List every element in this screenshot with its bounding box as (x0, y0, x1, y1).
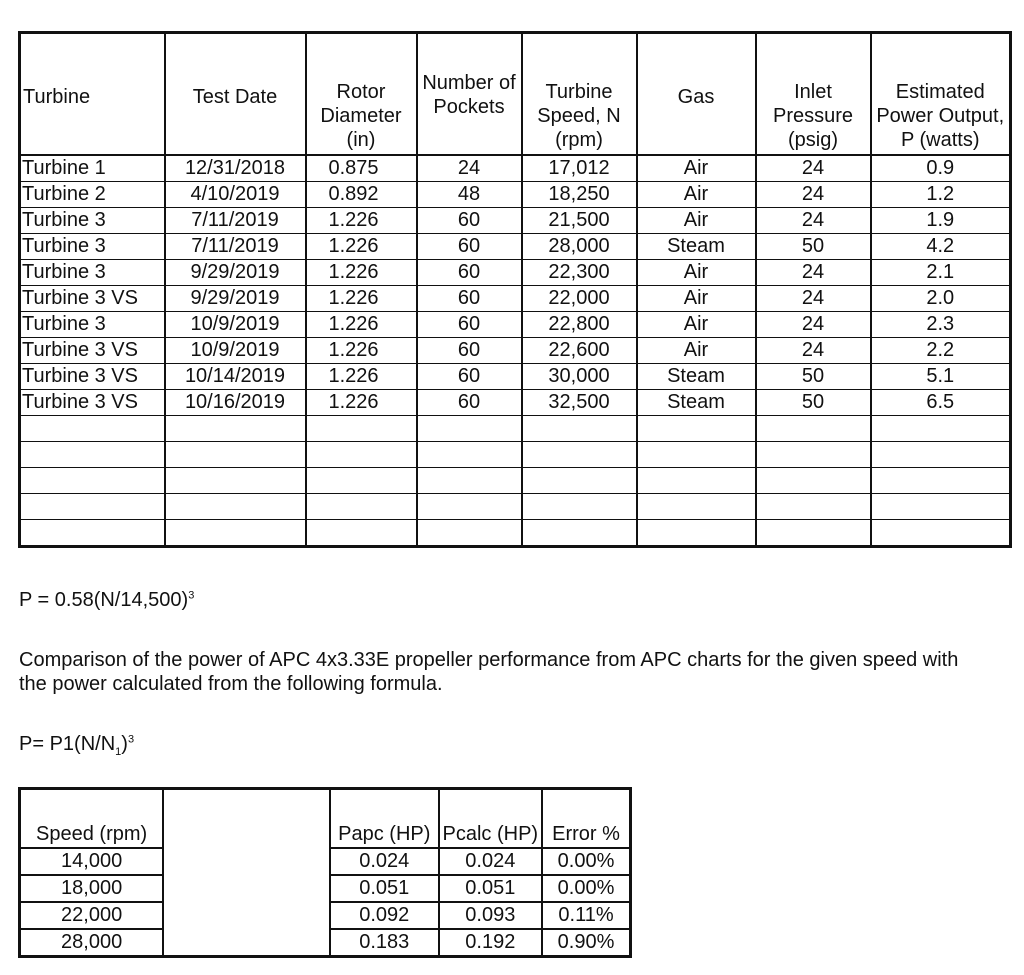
table-row (20, 875, 631, 902)
cell-error: 0.00% (542, 875, 630, 902)
cell-speed: 18,250 (522, 182, 637, 208)
header-rotor-diameter: Rotor Diameter (in) (306, 33, 417, 156)
empty-cell (306, 468, 417, 494)
empty-cell (417, 494, 522, 520)
empty-cell (522, 494, 637, 520)
empty-cell (756, 520, 871, 547)
cell-speed: 22,300 (522, 260, 637, 286)
cell-turbine: Turbine 3 VS (20, 390, 165, 416)
empty-cell (20, 468, 165, 494)
header-error: Error % (542, 789, 630, 849)
cell-speed: 28,000 (522, 234, 637, 260)
header-turbine: Turbine (20, 33, 165, 156)
cell-rotor-diameter: 1.226 (306, 390, 417, 416)
cell-gas: Air (637, 182, 756, 208)
table-row (20, 929, 631, 957)
table-row (20, 338, 1011, 364)
cell-pockets: 60 (417, 390, 522, 416)
cell-pcalc: 0.093 (439, 902, 543, 929)
header-turbine-speed: Turbine Speed, N (rpm) (522, 33, 637, 156)
scaling-formula (19, 732, 134, 756)
cell-inlet-pressure: 24 (756, 208, 871, 234)
power-formula-exponent: 3 (188, 589, 195, 602)
cell-rotor-diameter: 0.892 (306, 182, 417, 208)
cell-power-output: 2.0 (871, 286, 1011, 312)
cell-gas: Steam (637, 234, 756, 260)
table-row (20, 390, 1011, 416)
empty-cell (756, 468, 871, 494)
cell-pockets: 60 (417, 286, 522, 312)
cell-test-date: 10/9/2019 (165, 338, 306, 364)
cell-rotor-diameter: 1.226 (306, 260, 417, 286)
scaling-formula-exponent: 3 (127, 733, 135, 746)
empty-cell (871, 468, 1011, 494)
cell-pockets: 24 (417, 155, 522, 182)
cell-gas: Air (637, 338, 756, 364)
cell-power-output: 5.1 (871, 364, 1011, 390)
empty-cell (20, 442, 165, 468)
cell-error: 0.00% (542, 848, 630, 875)
cell-rotor-diameter: 1.226 (306, 286, 417, 312)
empty-row (20, 416, 1011, 442)
empty-row (20, 442, 1011, 468)
cell-turbine: Turbine 3 VS (20, 338, 165, 364)
cell-error: 0.90% (542, 929, 630, 957)
cell-rotor-diameter: 1.226 (306, 312, 417, 338)
cell-speed: 28,000 (20, 929, 164, 957)
scaling-formula-prefix: P= P1(N/N (19, 733, 116, 755)
header-row (20, 33, 1011, 156)
empty-cell (20, 520, 165, 547)
empty-cell (637, 520, 756, 547)
cell-pockets: 60 (417, 234, 522, 260)
cell-papc: 0.051 (330, 875, 439, 902)
header-number-of-pockets: Number of Pockets (417, 33, 522, 156)
cell-power-output: 1.9 (871, 208, 1011, 234)
cell-pcalc: 0.192 (439, 929, 543, 957)
table-row (20, 364, 1011, 390)
scaling-formula-suffix: ) (121, 733, 128, 755)
cell-inlet-pressure: 24 (756, 312, 871, 338)
table-row (20, 234, 1011, 260)
cell-gas: Air (637, 155, 756, 182)
empty-cell (20, 494, 165, 520)
cell-power-output: 2.2 (871, 338, 1011, 364)
cell-speed: 32,500 (522, 390, 637, 416)
cell-pockets: 60 (417, 208, 522, 234)
cell-inlet-pressure: 24 (756, 286, 871, 312)
cell-papc: 0.024 (330, 848, 439, 875)
cell-test-date: 10/9/2019 (165, 312, 306, 338)
cell-test-date: 10/14/2019 (165, 364, 306, 390)
empty-cell (20, 416, 165, 442)
empty-row (20, 468, 1011, 494)
empty-cell (637, 468, 756, 494)
cell-test-date: 9/29/2019 (165, 260, 306, 286)
empty-cell (165, 468, 306, 494)
empty-cell (871, 494, 1011, 520)
empty-cell (165, 520, 306, 547)
cell-speed: 14,000 (20, 848, 164, 875)
cell-turbine: Turbine 2 (20, 182, 165, 208)
cell-pockets: 60 (417, 364, 522, 390)
empty-cell (522, 416, 637, 442)
empty-cell (637, 494, 756, 520)
cell-turbine: Turbine 3 (20, 208, 165, 234)
cell-speed: 17,012 (522, 155, 637, 182)
header-papc: Papc (HP) (330, 789, 439, 849)
cell-test-date: 7/11/2019 (165, 208, 306, 234)
power-formula-base: P = 0.58(N/14,500) (19, 589, 189, 611)
cell-blank (163, 902, 330, 929)
cell-pockets: 60 (417, 260, 522, 286)
table-row (20, 260, 1011, 286)
cell-gas: Air (637, 312, 756, 338)
empty-cell (756, 442, 871, 468)
cell-speed: 22,000 (522, 286, 637, 312)
cell-test-date: 10/16/2019 (165, 390, 306, 416)
cell-inlet-pressure: 24 (756, 338, 871, 364)
table-row (20, 848, 631, 875)
empty-row (20, 494, 1011, 520)
cell-error: 0.11% (542, 902, 630, 929)
table-row (20, 286, 1011, 312)
cell-pockets: 60 (417, 338, 522, 364)
empty-cell (165, 416, 306, 442)
cell-power-output: 0.9 (871, 155, 1011, 182)
table-row (20, 182, 1011, 208)
cell-pcalc: 0.051 (439, 875, 543, 902)
cell-test-date: 12/31/2018 (165, 155, 306, 182)
cell-pcalc: 0.024 (439, 848, 543, 875)
empty-cell (871, 442, 1011, 468)
empty-cell (871, 416, 1011, 442)
empty-cell (637, 416, 756, 442)
cell-rotor-diameter: 1.226 (306, 234, 417, 260)
empty-cell (306, 520, 417, 547)
bottom-header-row (20, 789, 631, 849)
empty-cell (417, 468, 522, 494)
table-row (20, 208, 1011, 234)
cell-inlet-pressure: 50 (756, 364, 871, 390)
cell-rotor-diameter: 1.226 (306, 364, 417, 390)
cell-blank (163, 929, 330, 957)
propeller-comparison-table (18, 787, 632, 958)
empty-cell (871, 520, 1011, 547)
cell-rotor-diameter: 1.226 (306, 208, 417, 234)
cell-inlet-pressure: 24 (756, 182, 871, 208)
empty-cell (417, 520, 522, 547)
cell-speed: 18,000 (20, 875, 164, 902)
cell-gas: Air (637, 286, 756, 312)
cell-test-date: 7/11/2019 (165, 234, 306, 260)
cell-power-output: 4.2 (871, 234, 1011, 260)
header-gas: Gas (637, 33, 756, 156)
header-pcalc: Pcalc (HP) (439, 789, 543, 849)
cell-rotor-diameter: 0.875 (306, 155, 417, 182)
cell-turbine: Turbine 3 (20, 312, 165, 338)
scaling-formula-subscript: 1 (115, 746, 122, 758)
cell-speed: 21,500 (522, 208, 637, 234)
empty-cell (756, 494, 871, 520)
cell-inlet-pressure: 24 (756, 155, 871, 182)
cell-gas: Steam (637, 364, 756, 390)
cell-speed: 22,000 (20, 902, 164, 929)
header-power-output: Estimated Power Output, P (watts) (871, 33, 1011, 156)
cell-speed: 30,000 (522, 364, 637, 390)
table-row (20, 155, 1011, 182)
cell-blank (163, 875, 330, 902)
cell-inlet-pressure: 50 (756, 234, 871, 260)
cell-power-output: 2.1 (871, 260, 1011, 286)
turbine-test-table (18, 31, 1012, 548)
empty-cell (306, 416, 417, 442)
empty-cell (637, 442, 756, 468)
cell-gas: Air (637, 260, 756, 286)
cell-power-output: 1.2 (871, 182, 1011, 208)
table-row (20, 902, 631, 929)
cell-speed: 22,800 (522, 312, 637, 338)
cell-gas: Air (637, 208, 756, 234)
cell-power-output: 6.5 (871, 390, 1011, 416)
cell-test-date: 4/10/2019 (165, 182, 306, 208)
empty-row (20, 520, 1011, 547)
cell-turbine: Turbine 3 VS (20, 286, 165, 312)
empty-cell (306, 442, 417, 468)
empty-cell (306, 494, 417, 520)
empty-cell (756, 416, 871, 442)
cell-turbine: Turbine 1 (20, 155, 165, 182)
empty-cell (165, 442, 306, 468)
header-test-date: Test Date (165, 33, 306, 156)
empty-cell (417, 416, 522, 442)
cell-turbine: Turbine 3 (20, 234, 165, 260)
table-row (20, 312, 1011, 338)
empty-cell (417, 442, 522, 468)
cell-inlet-pressure: 24 (756, 260, 871, 286)
cell-turbine: Turbine 3 (20, 260, 165, 286)
empty-cell (522, 520, 637, 547)
cell-papc: 0.183 (330, 929, 439, 957)
empty-cell (522, 442, 637, 468)
cell-test-date: 9/29/2019 (165, 286, 306, 312)
cell-inlet-pressure: 50 (756, 390, 871, 416)
cell-papc: 0.092 (330, 902, 439, 929)
header-inlet-pressure: Inlet Pressure (psig) (756, 33, 871, 156)
comparison-paragraph: Comparison of the power of APC 4x3.33E propeller performance from APC charts for the given speed with the power calculated from the following formula. (19, 649, 959, 695)
cell-gas: Steam (637, 390, 756, 416)
power-formula (19, 588, 194, 612)
cell-rotor-diameter: 1.226 (306, 338, 417, 364)
header-blank (163, 789, 330, 849)
cell-speed: 22,600 (522, 338, 637, 364)
cell-pockets: 60 (417, 312, 522, 338)
cell-blank (163, 848, 330, 875)
cell-power-output: 2.3 (871, 312, 1011, 338)
empty-cell (522, 468, 637, 494)
cell-pockets: 48 (417, 182, 522, 208)
cell-turbine: Turbine 3 VS (20, 364, 165, 390)
empty-cell (165, 494, 306, 520)
header-speed: Speed (rpm) (20, 789, 164, 849)
